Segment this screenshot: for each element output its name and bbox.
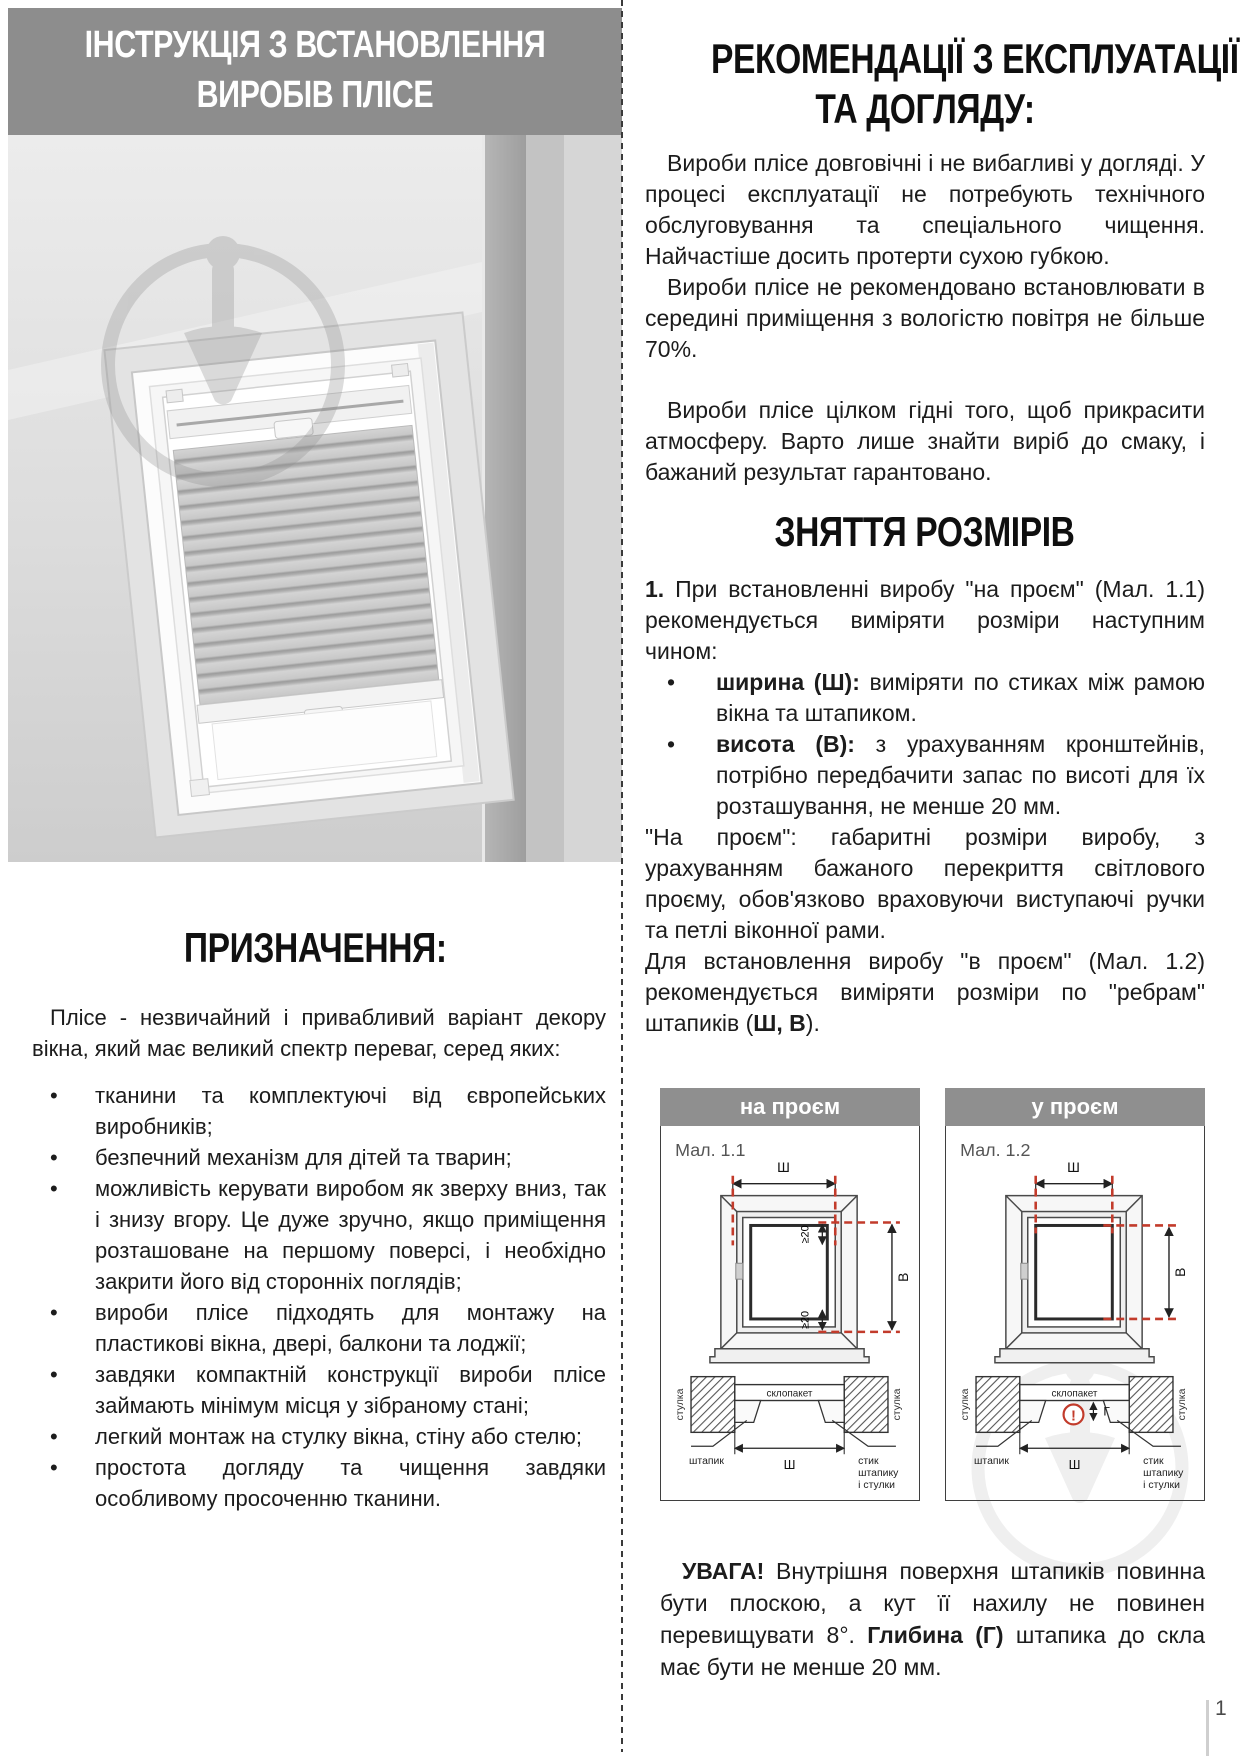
page-number: 1: [1215, 1697, 1227, 1720]
window-handle: [1021, 1263, 1028, 1279]
bead-cross-section: [960, 1377, 1188, 1491]
figure-u-proyem: [945, 1088, 1205, 1501]
list-item: • тканини та комплектуючі від європейських виробників;: [8, 1080, 606, 1142]
purpose-heading: ПРИЗНАЧЕННЯ:: [183, 924, 447, 971]
list-item: • можливість керувати виробом як зверху вниз, так і знизу вгору. Це дуже зручно, якщо приміщення розташоване на першому поверсі, і необхідно закрити його від сторонніх поглядів;: [8, 1173, 606, 1297]
list-item: • ширина (Ш): виміряти по стиках між рамою вікна та штапиком.: [645, 667, 1205, 729]
sash-label: стулка: [960, 1388, 972, 1421]
svg-text:штапику: штапику: [1143, 1468, 1184, 1480]
window-with-blind: [104, 312, 513, 837]
left-title-banner: [8, 8, 622, 135]
page-number-rule: [1206, 1700, 1209, 1756]
svg-text:і стулки: і стулки: [858, 1480, 895, 1492]
bullet-marker: •: [50, 1424, 58, 1449]
svg-text:і стулки: і стулки: [1143, 1480, 1180, 1492]
care-paragraph: Вироби плісе цілком гідні того, щоб прикрасити атмосферу. Варто лише знайти виріб до смаку, і бажаний результат гарантовано.: [645, 397, 1205, 485]
purpose-intro: Плісе - незвичайний і привабливий варіант декору вікна, який має великий спектр переваг, серед яких:: [32, 1005, 606, 1061]
warning-word: УВАГА!: [682, 1558, 765, 1584]
figure-label: Мал. 1.2: [960, 1139, 1031, 1160]
measure-heading: ЗНЯТТЯ РОЗМІРІВ: [774, 508, 1076, 555]
glass-unit-label: склопакет: [1051, 1388, 1098, 1400]
window-sill: [995, 1349, 1154, 1363]
measure-step: 1. При встановленні виробу "на проєм" (Мал. 1.1) рекомендується виміряти розміри наступним чином:: [645, 576, 1205, 664]
height-label: В: [894, 1272, 911, 1282]
care-heading: РЕКОМЕНДАЦІЇ З ЕКСПЛУАТАЦІЇ ТА ДОГЛЯДУ:: [710, 35, 1239, 132]
pleated-fabric: [173, 425, 439, 707]
bullet-marker: •: [50, 1455, 58, 1480]
figure-header: на проєм: [660, 1088, 920, 1126]
list-item: • завдяки компактній конструкції вироби плісе займають мінімум місця у зібраному стані;: [8, 1359, 606, 1421]
figure-body: [660, 1126, 920, 1501]
height-label: В: [1171, 1267, 1188, 1277]
joint-label: стик: [1143, 1456, 1164, 1468]
figure-label: Мал. 1.1: [675, 1139, 746, 1160]
measure-list: [645, 667, 1205, 822]
page-title-line2: ВИРОБІВ ПЛІСЕ: [196, 74, 434, 116]
mounting-bracket: [392, 363, 409, 377]
care-paragraph: Вироби плісе довговічні і не вибагливі у догляді. У процесі експлуатації не потребують технічного обслуговування та спеціального чищення. Найчастіше досить протерти сухою губкою.: [645, 150, 1205, 269]
list-item: • вироби плісе підходять для монтажу на пластикові вікна, двері, балкони та лоджії;: [8, 1297, 606, 1359]
bead-label: штапик: [689, 1456, 724, 1468]
joint-label: стик: [858, 1456, 879, 1468]
sash-label: стулка: [1176, 1388, 1188, 1421]
list-item: • безпечний механізм для дітей та тварин;: [8, 1142, 606, 1173]
step-number: 1.: [645, 576, 665, 602]
svg-text:!: !: [1071, 1408, 1076, 1425]
mounting-bracket: [166, 389, 183, 403]
measure-note: "На проєм": габаритні розміри виробу, з урахуванням бажаного перекриття світлового проєму, обов'язково враховуючи виступаючі ручки та петлі віконної рами.: [645, 824, 1205, 943]
bullet-marker: •: [667, 731, 676, 757]
min-gap-label: ≥20: [799, 1225, 812, 1244]
page-title-line1: ІНСТРУКЦІЯ З ВСТАНОВЛЕННЯ: [84, 24, 546, 66]
window-sill: [710, 1349, 869, 1363]
window-drawing: [995, 1196, 1154, 1363]
bullet-marker: •: [50, 1362, 58, 1387]
width-label: Ш: [1067, 1158, 1080, 1175]
bullet-marker: •: [667, 669, 676, 695]
warning-note: УВАГА! Внутрішня поверхня штапиків повинна бути плоскою, а кут її нахилу не повинен перевищувати 8°. Глибина (Г) штапика до скла має бути не менше 20 мм.: [660, 1558, 1205, 1680]
care-section: [645, 34, 1239, 1039]
sash-label: стулка: [891, 1388, 903, 1421]
figure-body: [945, 1126, 1205, 1501]
bead-label: штапик: [974, 1456, 1009, 1468]
care-paragraph: Вироби плісе не рекомендовано встановлювати в середині приміщення з вологістю повітря не більше 70%.: [645, 274, 1205, 362]
figure-header: у проєм: [945, 1088, 1205, 1126]
list-item: • висота (В): з урахуванням кронштейнів, потрібно передбачити запас по висоті для їх розташування, не менше 20 мм.: [645, 729, 1205, 822]
figure-na-proyem: [660, 1088, 920, 1501]
svg-text:штапику: штапику: [858, 1468, 899, 1480]
bullet-marker: •: [50, 1300, 58, 1325]
width-label: Ш: [1068, 1457, 1081, 1473]
measure-note: Для встановлення виробу "в проєм" (Мал. 1.2) рекомендується виміряти розміри по "ребрам" штапиків (Ш, В).: [645, 948, 1205, 1036]
min-gap-label: ≥20: [799, 1310, 812, 1330]
glass-unit-label: склопакет: [766, 1388, 813, 1400]
list-item: • легкий монтаж на стулку вікна, стіну або стелю;: [8, 1421, 606, 1452]
width-label: Ш: [783, 1457, 796, 1473]
depth-label: Г: [1103, 1404, 1110, 1419]
purpose-list: [8, 1080, 606, 1514]
measurement-diagram-2: [946, 1126, 1203, 1498]
sash-label: стулка: [675, 1388, 687, 1421]
column-separator: [621, 0, 623, 1752]
purpose-section: [8, 862, 622, 1514]
window-handle: [736, 1263, 743, 1279]
width-label: Ш: [777, 1158, 790, 1175]
bead-cross-section: [675, 1377, 903, 1491]
pleated-blind-photo: [8, 135, 622, 862]
list-item: • простота догляду та чищення завдяки особливому просоченню тканини.: [8, 1452, 606, 1514]
bottom-bracket: [190, 779, 210, 797]
bullet-marker: •: [50, 1176, 58, 1201]
measurement-diagram-1: [661, 1126, 918, 1498]
bullet-marker: •: [50, 1083, 58, 1108]
bullet-marker: •: [50, 1145, 58, 1170]
